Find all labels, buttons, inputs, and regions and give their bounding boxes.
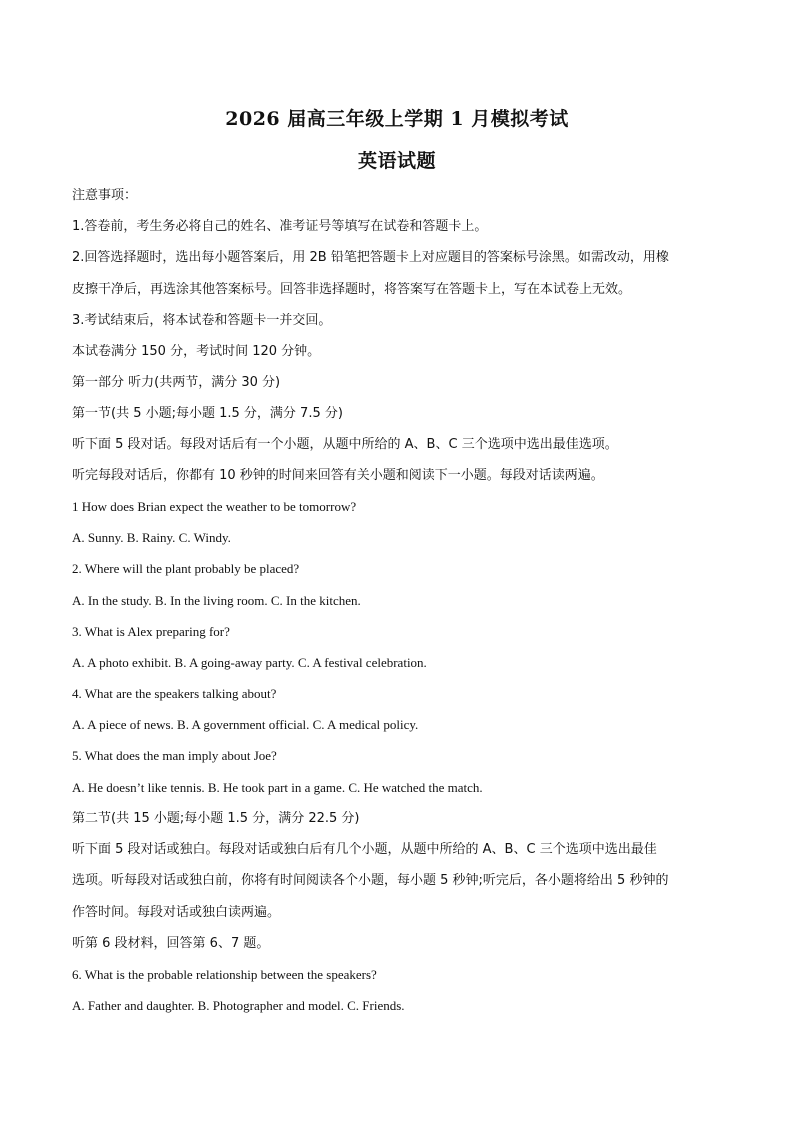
question-3: 3. What is Alex preparing for? <box>72 624 230 639</box>
section-one-instructions: 听下面 5 段对话。每段对话后有一个小题，从题中所给的 A、B、C 三个选项中选出最佳选项。 <box>72 437 618 452</box>
notice-heading: 注意事项： <box>72 188 138 203</box>
page-title: 2026 届高三年级上学期 1 月模拟考试 <box>225 108 569 130</box>
question-6: 6. What is the probable relationship between the speakers? <box>72 967 377 982</box>
question-1: 1 How does Brian expect the weather to be tomorrow? <box>72 499 357 514</box>
section-two-heading: 第二节(共 15 小题;每小题 1.5 分，满分 22.5 分) <box>72 811 360 826</box>
part-one-heading: 第一部分 听力(共两节，满分 30 分) <box>72 375 281 390</box>
score-info: 本试卷满分 150 分，考试时间 120 分钟。 <box>72 344 321 359</box>
notice-item-2: 2.回答选择题时，选出每小题答案后，用 2B 铅笔把答题卡上对应题目的答案标号涂黑。如需改动，用橡 <box>72 250 669 265</box>
question-1-options: A. Sunny. B. Rainy. C. Windy. <box>72 530 231 545</box>
section-two-instructions-cont: 选项。听每段对话或独白前，你将有时间阅读各个小题，每小题 5 秒钟;听完后，各小题将给出 5 秒钟的 <box>72 873 669 888</box>
question-5-options: A. He doesn’t like tennis. B. He took part in a game. C. He watched the match. <box>72 780 483 795</box>
section-one-instructions-cont: 听完每段对话后，你都有 10 秒钟的时间来回答有关小题和阅读下一小题。每段对话读两遍。 <box>72 468 604 483</box>
question-2-options: A. In the study. B. In the living room. C. In the kitchen. <box>72 593 361 608</box>
section-one-heading: 第一节(共 5 小题;每小题 1.5 分，满分 7.5 分) <box>72 406 343 421</box>
section-two-instructions-end: 作答时间。每段对话或独白读两遍。 <box>72 905 281 920</box>
question-3-options: A. A photo exhibit. B. A going-away party. C. A festival celebration. <box>72 655 427 670</box>
page-subtitle: 英语试题 <box>357 150 436 172</box>
notice-item-3: 3.考试结束后，将本试卷和答题卡一并交回。 <box>72 313 332 328</box>
section-two-instructions: 听下面 5 段对话或独白。每段对话或独白后有几个小题，从题中所给的 A、B、C 三个选项中选出最佳 <box>72 842 657 857</box>
question-2: 2. Where will the plant probably be placed? <box>72 561 300 576</box>
question-4: 4. What are the speakers talking about? <box>72 686 277 701</box>
notice-item-1: 1.答卷前，考生务必将自己的姓名、准考证号等填写在试卷和答题卡上。 <box>72 219 488 234</box>
notice-item-2-cont: 皮擦干净后，再选涂其他答案标号。回答非选择题时，将答案写在答题卡上，写在本试卷上无效。 <box>72 282 632 297</box>
question-5: 5. What does the man imply about Joe? <box>72 748 277 763</box>
question-4-options: A. A piece of news. B. A government official. C. A medical policy. <box>72 717 419 732</box>
material-6-heading: 听第 6 段材料，回答第 6、7 题。 <box>72 936 270 951</box>
question-6-options: A. Father and daughter. B. Photographer and model. C. Friends. <box>72 998 405 1013</box>
